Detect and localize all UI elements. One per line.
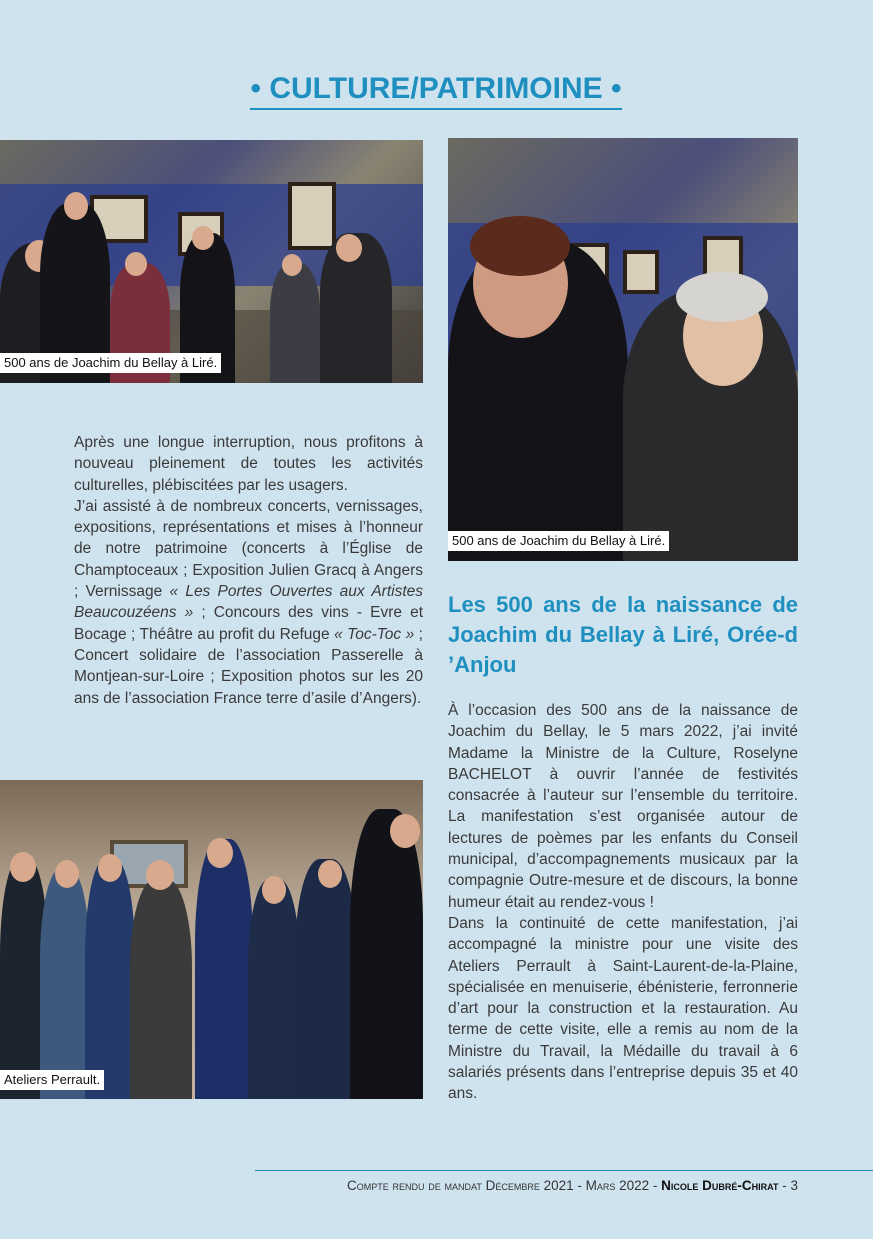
photo-du-bellay-group	[0, 140, 423, 383]
photo-ateliers-perrault	[0, 780, 423, 1099]
photo-caption: 500 ans de Joachim du Bellay à Liré.	[0, 353, 221, 373]
culture-article	[74, 432, 423, 709]
event-title: « Toc-Toc »	[334, 625, 415, 643]
page-footer: Compte rendu de mandat Décembre 2021 - Mars 2022 - Nicole Dubré-Chirat - 3	[347, 1178, 798, 1193]
author-name: Nicole Dubré-Chirat	[661, 1178, 779, 1193]
article-paragraph: Après une longue interruption, nous profitons à nouveau pleinement de toutes les activités culturelles, plébiscitées par les usagers.	[74, 434, 423, 494]
event-title: « Les Portes Ouvertes aux Artistes Beaucouzéens »	[74, 583, 424, 622]
page-number: - 3	[778, 1178, 798, 1193]
du-bellay-article	[448, 700, 798, 1105]
article-title: Les 500 ans de la naissance de Joachim du Bellay à Liré, Orée-d ’Anjou	[448, 592, 798, 677]
article-paragraph: J’ai assisté à de nombreux concerts, vernissages, expositions, représentations et mises à l’honneur de notre patrimoine (concerts à l’Église de Champtoceaux ; Exposition Julien Gracq à Angers ; Vernissage « Les Portes Ouvertes aux Artistes Beaucouzéens » ; Concours des vins - Evre et Bocage ; Théâtre au profit du Refuge « Toc-Toc » ; Concert solidaire de l’association Passerelle à Montjean-sur-Loire ; Exposition photos sur les 20 ans de l’association France terre d’asile d’Angers).	[74, 497, 424, 707]
article-paragraph: Dans la continuité de cette manifestation, j’ai accompagné la ministre pour une visite des Ateliers Perrault à Saint-Laurent-de-la-Plaine, spécialisée en menuiserie, ébénisterie, ferronnerie d’art pour la construction et la restauration. Au terme de cette visite, elle a remis au nom de la Ministre du Travail, la Médaille du travail à 6 salariés présents dans l’entreprise depuis 35 et 40 ans.	[448, 914, 798, 1103]
photo-ministre-portrait	[448, 138, 798, 561]
photo-caption: Ateliers Perrault.	[0, 1070, 104, 1090]
article-paragraph: À l’occasion des 500 ans de la naissance de Joachim du Bellay, le 5 mars 2022, j’ai invité Madame la Ministre de la Culture, Roselyne BACHELOT à ouvrir l’année de festivités consacrée à l’auteur sur l’ensemble du territoire. La manifestation s’est organisée autour de lectures de poèmes par les enfants du Conseil municipal, d’accompagnements musicaux par la compagnie Outre-mesure et de discours, la bonne humeur était au rendez-vous !	[448, 702, 798, 911]
section-title: • CULTURE/PATRIMOINE •	[250, 70, 622, 110]
footer-divider	[255, 1170, 873, 1171]
photo-caption: 500 ans de Joachim du Bellay à Liré.	[448, 531, 669, 551]
